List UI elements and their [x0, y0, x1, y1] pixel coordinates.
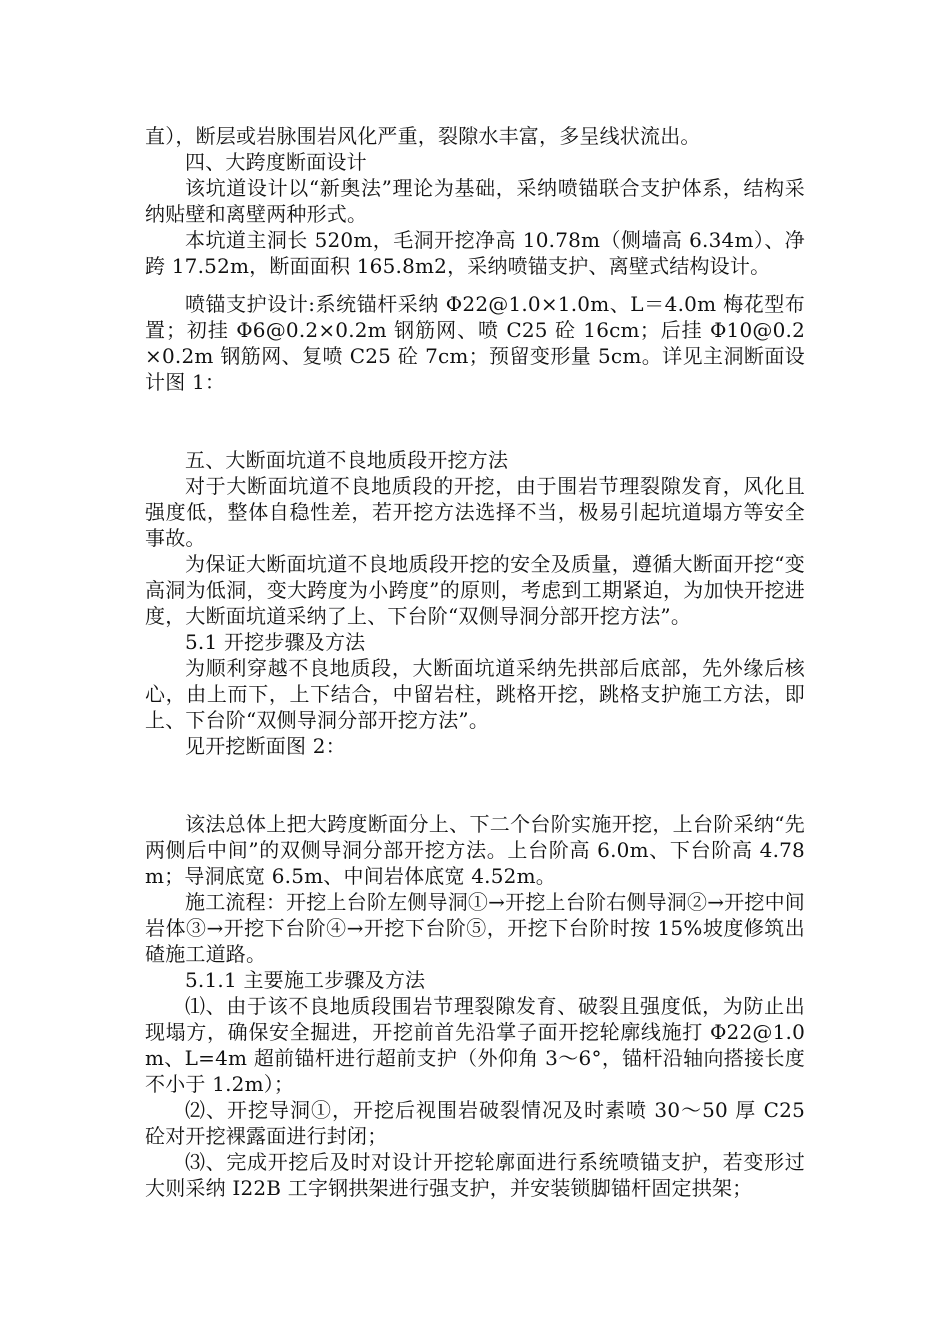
figure-placeholder-gap	[145, 759, 805, 811]
paragraph: 该法总体上把大跨度断面分上、下二个台阶实施开挖，上台阶采纳“先两侧后中间”的双侧导洞分部开挖方法。上台阶高 6.0m、下台阶高 4.78m；导洞底宽 6.5m、中间岩体底宽 4.52m。	[145, 812, 805, 888]
paragraph: 对于大断面坑道不良地质段的开挖，由于围岩节理裂隙发育，风化且强度低，整体自稳性差，若开挖方法选择不当，极易引起坑道塌方等安全事故。	[145, 474, 805, 550]
section-heading-4: 四、大跨度断面设计	[185, 150, 367, 174]
list-item: ⑴、由于该不良地质段围岩节理裂隙发育、破裂且强度低，为防止出现塌方，确保安全掘进，开挖前首先沿掌子面开挖轮廓线施打 Φ22@1.0m、L=4m 超前锚杆进行超前支护（外仰角 3～6°，锚杆沿轴向搭接长度不小于 1.2m）；	[145, 994, 805, 1096]
paragraph: 为顺利穿越不良地质段，大断面坑道采纳先拱部后底部，先外缘后核心，由上而下，上下结合，中留岩柱，跳格开挖，跳格支护施工方法，即上、下台阶“双侧导洞分部开挖方法”。	[145, 656, 805, 732]
spacer	[145, 279, 805, 291]
paragraph: 本坑道主洞长 520m，毛洞开挖净高 10.78m（侧墙高 6.34m）、净跨 17.52m，断面面积 165.8m2，采纳喷锚支护、离壁式结构设计。	[145, 228, 805, 278]
subsection-heading-5-1-1: 5.1.1 主要施工步骤及方法	[185, 968, 426, 992]
paragraph: 见开挖断面图 2：	[185, 734, 346, 758]
paragraph: 喷锚支护设计:系统锚杆采纳 Φ22@1.0×1.0m、L＝4.0m 梅花型布置；初挂 Φ6@0.2×0.2m 钢筋网、喷 C25 砼 16cm；后挂 Φ10@0.2×0.2m 钢筋网、复喷 C25 砼 7cm；预留变形量 5cm。详见主洞断面设计图 1：	[145, 292, 805, 394]
subsection-heading-5-1: 5.1 开挖步骤及方法	[185, 630, 366, 654]
paragraph-continuation: 直），断层或岩脉围岩风化严重，裂隙水丰富，多呈线状流出。	[145, 124, 701, 148]
paragraph: 为保证大断面坑道不良地质段开挖的安全及质量，遵循大断面开挖“变高洞为低洞，变大跨度为小跨度”的原则，考虑到工期紧迫，为加快开挖进度，大断面坑道采纳了上、下台阶“双侧导洞分部开挖方法”。	[145, 552, 805, 628]
document-body	[145, 123, 805, 1201]
paragraph: 该坑道设计以“新奥法”理论为基础，采纳喷锚联合支护体系，结构采纳贴壁和离壁两种形式。	[145, 176, 805, 226]
list-item: ⑵、开挖导洞①，开挖后视围岩破裂情况及时素喷 30～50 厚 C25 砼对开挖裸露面进行封闭；	[145, 1098, 805, 1148]
figure-placeholder-gap	[145, 395, 805, 447]
section-heading-5: 五、大断面坑道不良地质段开挖方法	[185, 448, 509, 472]
list-item: ⑶、完成开挖后及时对设计开挖轮廓面进行系统喷锚支护，若变形过大则采纳 I22B 工字钢拱架进行强支护，并安装锁脚锚杆固定拱架；	[145, 1150, 805, 1200]
paragraph: 施工流程：开挖上台阶左侧导洞①→开挖上台阶右侧导洞②→开挖中间岩体③→开挖下台阶④→开挖下台阶⑤，开挖下台阶时按 15%坡度修筑出碴施工道路。	[145, 890, 805, 966]
